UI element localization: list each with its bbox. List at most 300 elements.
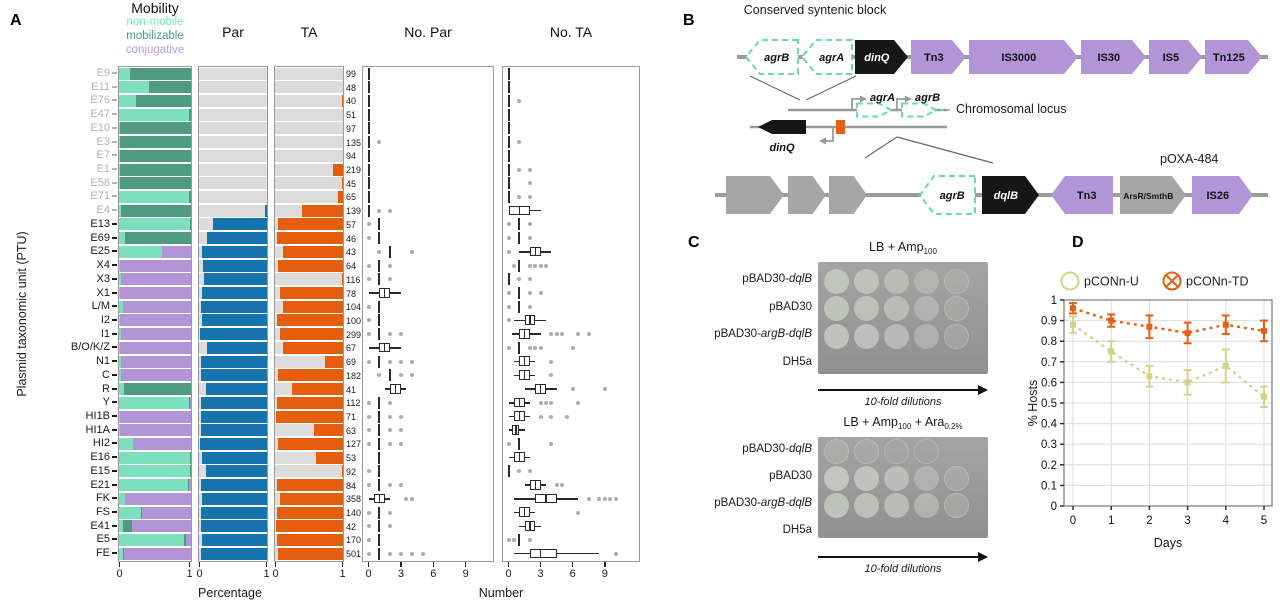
plain-text: pBAD30-: [742, 443, 789, 455]
ta-bar: [342, 95, 343, 107]
n-count-label: 71: [346, 412, 357, 422]
days-axis-label: Days: [1153, 536, 1183, 550]
median-dash: [378, 301, 380, 313]
ptu-tick: [112, 538, 117, 540]
outlier-dot: [367, 277, 371, 281]
pCONn-TD-marker: [1070, 305, 1076, 311]
x-tick-label: 5: [1260, 515, 1268, 527]
x-tick-label: 3: [1184, 515, 1191, 527]
outlier-dot: [399, 483, 403, 487]
ptu-tick: [112, 113, 117, 115]
ta-bar: [277, 397, 343, 409]
ta-bar-bg: [275, 191, 343, 203]
percentage-axis-label: Percentage: [198, 586, 262, 600]
outlier-dot: [539, 291, 543, 295]
par-bar: [202, 493, 267, 505]
axis-tick-label: 9: [462, 568, 469, 580]
median-line: [524, 370, 525, 380]
ta-bar: [278, 548, 343, 560]
median-dash: [378, 328, 380, 340]
agrA-gene-label: agrA: [819, 51, 845, 64]
outlier-dot: [614, 497, 618, 501]
ptu-tick: [112, 168, 117, 170]
ptu-label: E9: [96, 67, 110, 79]
ptu-tick: [112, 388, 117, 390]
panel-a-tag: A: [10, 12, 22, 29]
pCONn-U-marker: [1261, 394, 1267, 400]
outlier-dot: [388, 511, 392, 515]
outlier-dot: [528, 305, 532, 309]
outlier-dot: [539, 346, 543, 350]
outlier-dot: [528, 291, 532, 295]
ta-bar: [292, 383, 343, 395]
panel-b-tag: B: [683, 12, 695, 29]
ptu-label: E1: [96, 163, 110, 176]
outlier-dot: [576, 511, 580, 515]
axis-tick: [572, 562, 574, 567]
outlier-dot: [367, 415, 371, 419]
ptu-label: N1: [95, 355, 110, 368]
ptu-label: E21: [90, 478, 110, 491]
colony-spot: [854, 324, 879, 349]
ptu-label: B/O/K/Z: [70, 341, 110, 354]
mobility-seg-conjugative: [133, 438, 191, 450]
no-ta-header: No. TA: [549, 24, 593, 40]
outlier-dot: [614, 552, 618, 556]
syntenic-block-title: Conserved syntenic block: [743, 3, 887, 17]
colony-spot: [854, 466, 879, 491]
median-dash: [508, 136, 510, 148]
ptu-tick: [112, 360, 117, 362]
ta-bar: [277, 534, 343, 546]
mobility-legend: [98, 15, 212, 57]
mobility-seg-conjugative: [132, 520, 191, 532]
n-count-label: 41: [346, 384, 357, 395]
median-dash: [368, 177, 370, 189]
par-bar-bg: [199, 68, 267, 80]
ptu-tick: [112, 484, 117, 486]
plain-text: LB + Amp: [843, 415, 898, 429]
ptu-label: E3: [96, 135, 110, 148]
outlier-dot: [410, 497, 414, 501]
par-bar-bg: [199, 191, 267, 203]
par-bar-bg: [199, 164, 267, 176]
chromosomal-locus-label: Chromosomal locus: [956, 102, 1067, 116]
ptu-tick: [112, 401, 117, 403]
median-dash: [378, 479, 380, 491]
ta-bar: [277, 314, 343, 326]
n-count-label: 57: [346, 219, 357, 230]
ta-bar: [316, 452, 343, 464]
mobility-seg-nonmobile: [119, 81, 149, 93]
ptu-tick: [112, 442, 117, 444]
n-count-label: 65: [346, 192, 357, 203]
y-tick-label: 0: [1050, 501, 1057, 513]
median-dash: [368, 68, 370, 80]
n-count-label: 42: [346, 521, 357, 532]
median-dash: [508, 191, 510, 203]
mobility-seg-nonmobile: [119, 68, 130, 80]
outlier-dot: [555, 332, 559, 336]
median-line: [540, 549, 541, 559]
median-dash: [518, 438, 520, 450]
axis-tick: [604, 562, 606, 567]
median-dash: [368, 81, 370, 93]
outlier-dot: [367, 305, 371, 309]
pCONn-TD-marker: [1261, 328, 1267, 334]
axis-tick-label: 9: [601, 568, 608, 580]
median-dash: [508, 68, 510, 80]
colony-spot: [824, 439, 849, 464]
ta-bar-bg: [275, 122, 343, 134]
mobility-seg-mobilizable: [189, 191, 191, 203]
ptu-label: E71: [90, 190, 110, 203]
mobility-seg-mobilizable: [120, 164, 191, 176]
ptu-tick: [112, 99, 117, 101]
outlier-dot: [367, 428, 371, 432]
median-dash: [389, 369, 391, 381]
outlier-dot: [512, 538, 516, 542]
n-count-label: 46: [346, 233, 357, 244]
ptu-tick: [112, 141, 117, 143]
axis-tick: [433, 562, 435, 567]
ta-bar-bg: [275, 95, 343, 107]
median-dash: [368, 205, 370, 217]
mobility-seg-conjugative: [190, 397, 191, 409]
plain-text: pBAD30-: [714, 328, 761, 340]
n-count-label: 100: [346, 315, 362, 326]
axis-tick-label: 0: [116, 568, 123, 580]
pCONn-U-marker: [1146, 373, 1152, 379]
panel-d-tag: D: [1072, 234, 1084, 251]
ta-bar-bg: [275, 177, 343, 189]
outlier-dot: [539, 401, 543, 405]
mobility-seg-nonmobile: [119, 246, 162, 258]
median-dash: [378, 438, 380, 450]
y-tick-label: 0.9: [1041, 315, 1057, 328]
strain-label: [640, 356, 812, 368]
mobility-seg-conjugative: [142, 507, 191, 519]
mobility-seg-nonmobile: [119, 95, 136, 107]
median-line: [524, 507, 525, 517]
ptu-label: E47: [90, 108, 110, 121]
n-count-label: 40: [346, 96, 357, 107]
ptu-tick: [112, 209, 117, 211]
pCONn-U-marker: [1108, 349, 1114, 355]
outlier-dot: [528, 195, 532, 199]
plain-text: pBAD30-: [742, 273, 789, 285]
outlier-dot: [587, 497, 591, 501]
ptu-label: FK: [95, 492, 110, 505]
gene-gene-shape: [902, 104, 936, 117]
axis-tick: [508, 562, 510, 567]
colony-spot: [884, 324, 909, 349]
ta-bar: [302, 205, 343, 217]
ptu-tick: [112, 456, 117, 458]
median-dash: [508, 122, 510, 134]
outlier-dot: [544, 264, 548, 268]
outlier-dot: [539, 415, 543, 419]
strain-label: [640, 301, 812, 313]
strain-label: [640, 443, 812, 455]
median-dash: [378, 260, 380, 272]
promoter-arrow-down: [819, 138, 826, 145]
mobility-seg-mobilizable: [124, 383, 191, 395]
outlier-dot: [571, 346, 575, 350]
italic-gene-text: dqlB: [788, 443, 812, 455]
par-bar-bg: [199, 122, 267, 134]
colony-spot: [884, 439, 909, 464]
gene-gene-shape: [758, 120, 806, 134]
median-line: [519, 206, 520, 216]
agrB-chromosome-label: agrB: [915, 92, 941, 104]
colony-spot: [914, 324, 939, 349]
x-tick-label: 1: [1107, 515, 1115, 527]
pCONn-U-legend-label: pCONn-U: [1084, 274, 1139, 289]
par-bar: [203, 260, 267, 272]
outlier-dot: [576, 401, 580, 405]
median-dash: [368, 150, 370, 162]
dinQ-chromosome-label: dinQ: [769, 142, 795, 154]
median-line: [379, 494, 380, 504]
median-line: [529, 521, 530, 531]
median-dash: [368, 191, 370, 203]
ptu-label: I2: [100, 313, 110, 326]
ptu-tick: [112, 86, 117, 88]
median-dash: [389, 246, 391, 258]
par-bar: [207, 232, 267, 244]
par-bar: [206, 383, 267, 395]
colony-spot: [824, 493, 849, 518]
mobility-seg-nonmobile: [119, 479, 188, 491]
outlier-dot: [512, 264, 516, 268]
mobility-seg-mobilizable: [190, 218, 191, 230]
plain-text: LB + Amp: [869, 240, 924, 254]
outlier-dot: [367, 469, 371, 473]
ptu-tick: [112, 415, 117, 417]
colony-spot: [884, 493, 909, 518]
plain-text: + Ara: [911, 415, 945, 429]
par-bar: [202, 287, 267, 299]
ptu-label: HI2: [92, 437, 110, 450]
median-dash: [378, 452, 380, 464]
pCONn-U-line: [1073, 325, 1264, 397]
colony-spot: [914, 296, 939, 321]
colony-spot: [884, 296, 909, 321]
y-tick-label: 0.1: [1041, 480, 1057, 493]
outlier-dot: [367, 552, 371, 556]
gene-gene-shape: [726, 176, 784, 214]
mobility-seg-conjugative: [121, 273, 191, 285]
dinQ-gene-label: dinQ: [864, 51, 890, 64]
outlier-dot: [421, 552, 425, 556]
median-dash: [378, 273, 380, 285]
ta-bar: [278, 438, 343, 450]
n-count-label: 45: [346, 178, 357, 189]
ptu-tick: [112, 127, 117, 129]
outlier-dot: [367, 401, 371, 405]
par-bar-bg: [199, 177, 267, 189]
mobility-legend-item: non-mobile: [126, 16, 184, 28]
strain-label: [640, 328, 812, 340]
mobility-seg-nonmobile: [119, 109, 189, 121]
y-tick-label: 0.2: [1041, 459, 1057, 472]
outlier-dot: [410, 250, 414, 254]
x-tick-label: 4: [1222, 515, 1230, 527]
outlier-dot: [367, 332, 371, 336]
outlier-dot: [517, 168, 521, 172]
ptu-tick: [112, 319, 117, 321]
outlier-dot: [549, 415, 553, 419]
par-bar-bg: [199, 109, 267, 121]
median-dash: [508, 273, 510, 285]
ta-bar: [280, 328, 343, 340]
ta-bar: [338, 191, 343, 203]
outlier-dot: [549, 360, 553, 364]
mobility-seg-conjugative: [121, 328, 191, 340]
par-bar: [202, 452, 267, 464]
n-count-label: 299: [346, 329, 362, 340]
mobility-seg-conjugative: [120, 342, 191, 354]
mobility-header: Mobility: [131, 0, 179, 16]
mobility-seg-mobilizable: [130, 68, 191, 80]
axis-tick: [540, 562, 542, 567]
ta-bar: [277, 507, 343, 519]
outlier-dot: [528, 346, 532, 350]
pCONn-TD-marker: [1146, 324, 1152, 330]
median-dash: [508, 150, 510, 162]
outlier-dot: [608, 497, 612, 501]
outlier-dot: [587, 332, 591, 336]
plain-text: pBAD30: [769, 300, 812, 313]
IS30-gene-label: IS30: [1097, 51, 1121, 64]
median-dash: [378, 507, 380, 519]
axis-tick-label: 6: [430, 568, 437, 580]
n-count-label: 84: [346, 480, 357, 491]
ptu-tick: [112, 525, 117, 527]
median-dash: [518, 301, 520, 313]
dqlB-gene-label: dqlB: [993, 189, 1019, 202]
mobility-seg-mobilizable: [120, 136, 191, 148]
mobility-seg-mobilizable: [149, 81, 191, 93]
n-count-label: 53: [346, 453, 357, 464]
median-dash: [378, 520, 380, 532]
IS5-gene-label: IS5: [1162, 51, 1180, 64]
median-line: [384, 343, 385, 353]
outlier-dot: [367, 442, 371, 446]
italic-gene-text: argB-dqlB: [760, 497, 812, 509]
IS3000-gene-label: IS3000: [1001, 51, 1037, 64]
median-dash: [378, 232, 380, 244]
n-count-label: 69: [346, 357, 357, 368]
colony-spot: [824, 296, 849, 321]
mobility-seg-mobilizable: [136, 95, 191, 107]
agrB-gene-label: agrB: [764, 51, 790, 64]
median-dash: [368, 109, 370, 121]
median-line: [519, 411, 520, 421]
outlier-dot: [528, 538, 532, 542]
mobility-seg-conjugative: [121, 369, 191, 381]
axis-tick: [368, 562, 370, 567]
ptu-label: E15: [90, 464, 110, 477]
ptu-tick: [112, 292, 117, 294]
y-tick-label: 0.8: [1041, 336, 1057, 349]
mobility-seg-nonmobile: [119, 507, 141, 519]
plain-text: pBAD30-: [714, 497, 761, 509]
ptu-label: E5: [96, 533, 110, 546]
axis-tick: [400, 562, 402, 567]
mobility-seg-conjugative: [121, 356, 191, 368]
par-bar: [201, 424, 267, 436]
n-count-label: 97: [346, 123, 357, 134]
n-count-label: 219: [346, 165, 362, 176]
dilution-arrow-label: 10-fold dilutions: [864, 396, 942, 408]
outlier-dot: [528, 264, 532, 268]
outlier-dot: [507, 305, 511, 309]
ptu-label: C: [102, 368, 110, 381]
median-line: [535, 247, 536, 257]
dilution-arrow-head: [978, 552, 988, 562]
mobility-seg-conjugative: [120, 314, 191, 326]
n-count-label: 99: [346, 69, 357, 79]
strain-label: [640, 524, 812, 536]
ptu-tick: [112, 237, 117, 239]
median-dash: [368, 95, 370, 107]
dilution-arrow-line: [818, 389, 979, 391]
mobility-seg-conjugative: [120, 411, 191, 423]
colony-spot: [914, 439, 939, 464]
ptu-label: I1: [100, 327, 110, 340]
mobility-seg-mobilizable: [121, 205, 191, 217]
plain-text: DH5a: [782, 524, 812, 536]
n-count-label: 182: [346, 370, 362, 381]
outlier-dot: [571, 387, 575, 391]
par-bar: [206, 465, 267, 477]
colony-spot: [854, 493, 879, 518]
outlier-dot: [507, 236, 511, 240]
mobility-seg-mobilizable: [120, 150, 191, 162]
ta-bar-bg: [275, 273, 343, 285]
par-bar: [201, 548, 267, 560]
median-dash: [378, 218, 380, 230]
n-count-label: 140: [346, 508, 362, 519]
median-dash: [508, 177, 510, 189]
median-dash: [368, 164, 370, 176]
median-line: [524, 356, 525, 366]
ta-bar-bg: [275, 150, 343, 162]
par-header: Par: [222, 24, 244, 40]
ptu-tick: [112, 470, 117, 472]
ta-bar: [333, 164, 343, 176]
orange-marker: [836, 120, 845, 134]
mobility-seg-conjugative: [120, 424, 191, 436]
median-line: [545, 494, 546, 504]
ptu-tick: [112, 429, 117, 431]
outlier-dot: [399, 552, 403, 556]
outlier-dot: [555, 483, 559, 487]
ptu-label: E76: [90, 94, 110, 107]
n-count-label: 67: [346, 343, 357, 354]
outlier-dot: [399, 415, 403, 419]
median-dash: [508, 81, 510, 93]
y-tick-label: 0.4: [1041, 418, 1057, 431]
colony-spot: [824, 324, 849, 349]
median-line: [395, 384, 396, 394]
median-dash: [368, 136, 370, 148]
colony-spot: [944, 324, 969, 349]
axis-tick: [266, 562, 268, 567]
n-count-label: 64: [346, 261, 357, 272]
